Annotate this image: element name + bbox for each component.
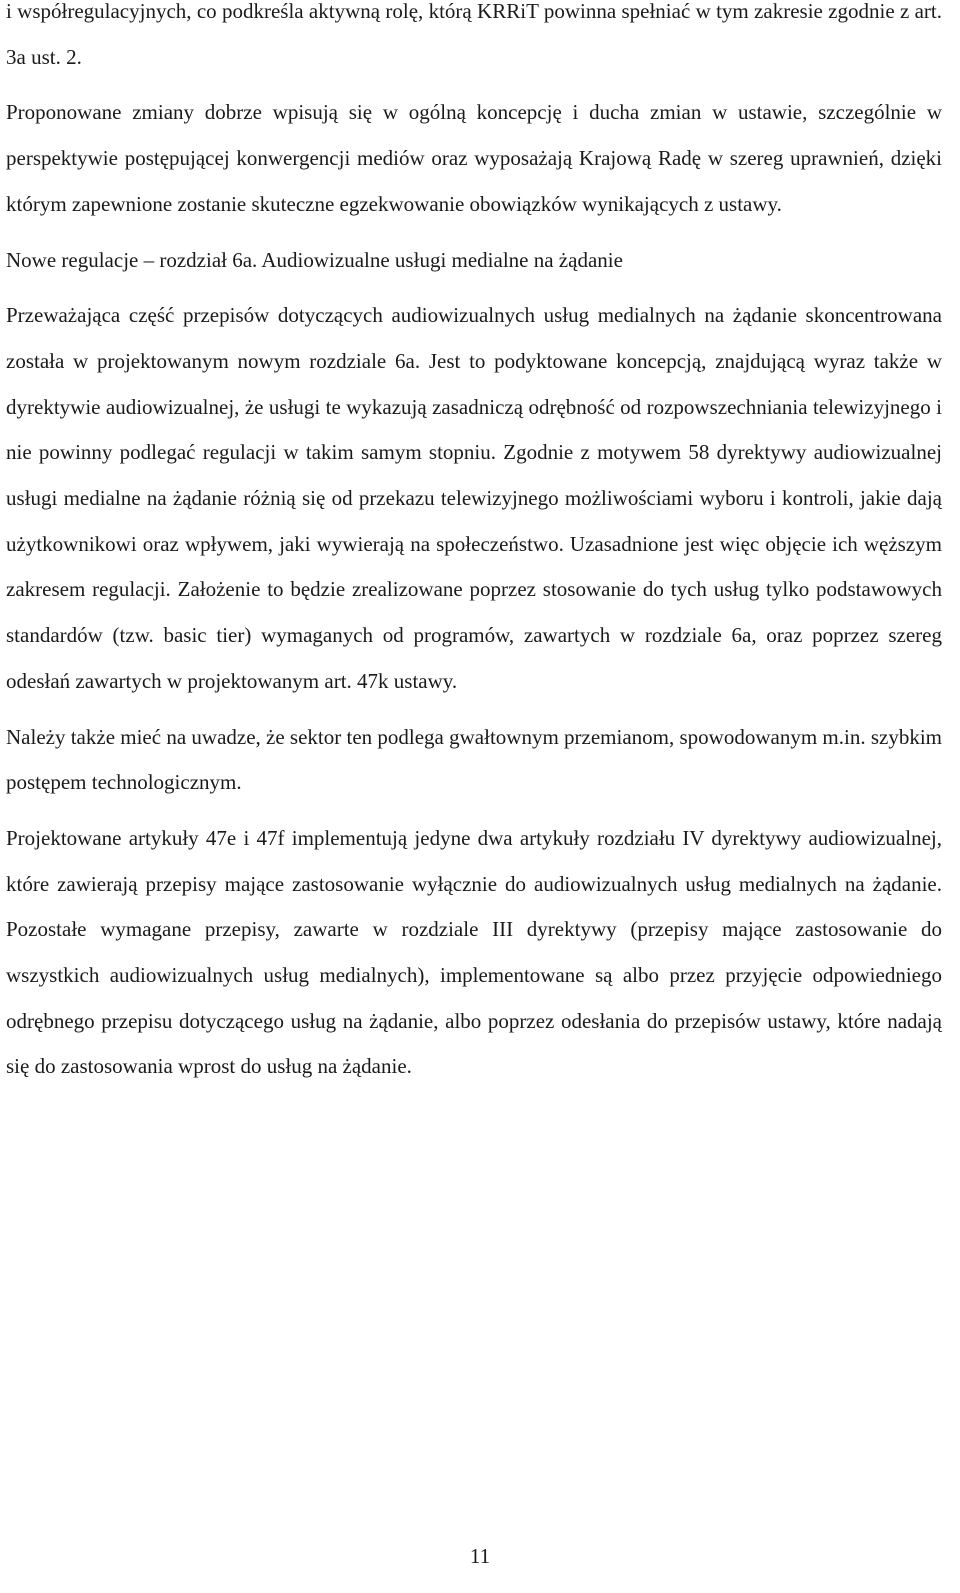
paragraph-proposed-changes: Proponowane zmiany dobrze wpisują się w ogólną koncepcję i ducha zmian w ustawie, szczególnie w perspektywie postępującej konwergencji mediów oraz wyposażają Krajową Radę w szereg uprawnień, dzięki którym zapewnione zostanie skuteczne egzekwowanie obowiązków wynikających z ustawy. (6, 100, 942, 216)
document-page (6, 0, 942, 1090)
paragraph-new-regulations-heading: Nowe regulacje – rozdział 6a. Audiowizualne usługi medialne na żądanie (6, 247, 623, 272)
paragraph-articles-47e-47f: Projektowane artykuły 47e i 47f implementują jedyne dwa artykuły rozdziału IV dyrektywy audiowizualnej, które zawierają przepisy mające zastosowanie wyłącznie do audiowizualnych usług medialnych na żądanie. Pozostałe wymagane przepisy, zawarte w rozdziale III dyrektywy (przepisy mające zastosowanie do wszystkich audiowizualnych usług medialnych), implementowane są albo przez przyjęcie odpowiedniego odrębnego przepisu dotyczącego usług na żądanie, albo poprzez odesłania do przepisów ustawy, które nadają się do zastosowania wprost do usług na żądanie. (6, 825, 942, 1079)
paragraph-chapter-6a: Przeważająca część przepisów dotyczących audiowizualnych usług medialnych na żądanie skoncentrowana została w projektowanym nowym rozdziale 6a. Jest to podyktowane koncepcją, znajdującą wyraz także w dyrektywie audiowizualnej, że usługi te wykazują zasadniczą odrębność od rozpowszechniania telewizyjnego i nie powinny podlegać regulacji w takim samym stopniu. Zgodnie z motywem 58 dyrektywy audiowizualnej usługi medialne na żądanie różnią się od przekazu telewizyjnego możliwościami wyboru i kontroli, jakie dają użytkownikowi oraz wpływem, jaki wywierają na społeczeństwo. Uzasadnione jest więc objęcie ich węższym zakresem regulacji. Założenie to będzie zrealizowane poprzez stosowanie do tych usług tylko podstawowych standardów (tzw. basic tier) wymaganych od programów, zawartych w rozdziale 6a, oraz poprzez szereg odesłań zawartych w projektowanym art. 47k ustawy. (6, 303, 942, 693)
paragraph-sector-changes: Należy także mieć na uwadze, że sektor ten podlega gwałtownym przemianom, spowodowanym m.in. szybkim postępem technologicznym. (6, 724, 942, 795)
paragraph-krrit-role: i współregulacyjnych, co podkreśla aktywną rolę, którą KRRiT powinna spełniać w tym zakresie zgodnie z art. 3a ust. 2. (6, 0, 942, 69)
page-number: 11 (469, 1544, 491, 1568)
